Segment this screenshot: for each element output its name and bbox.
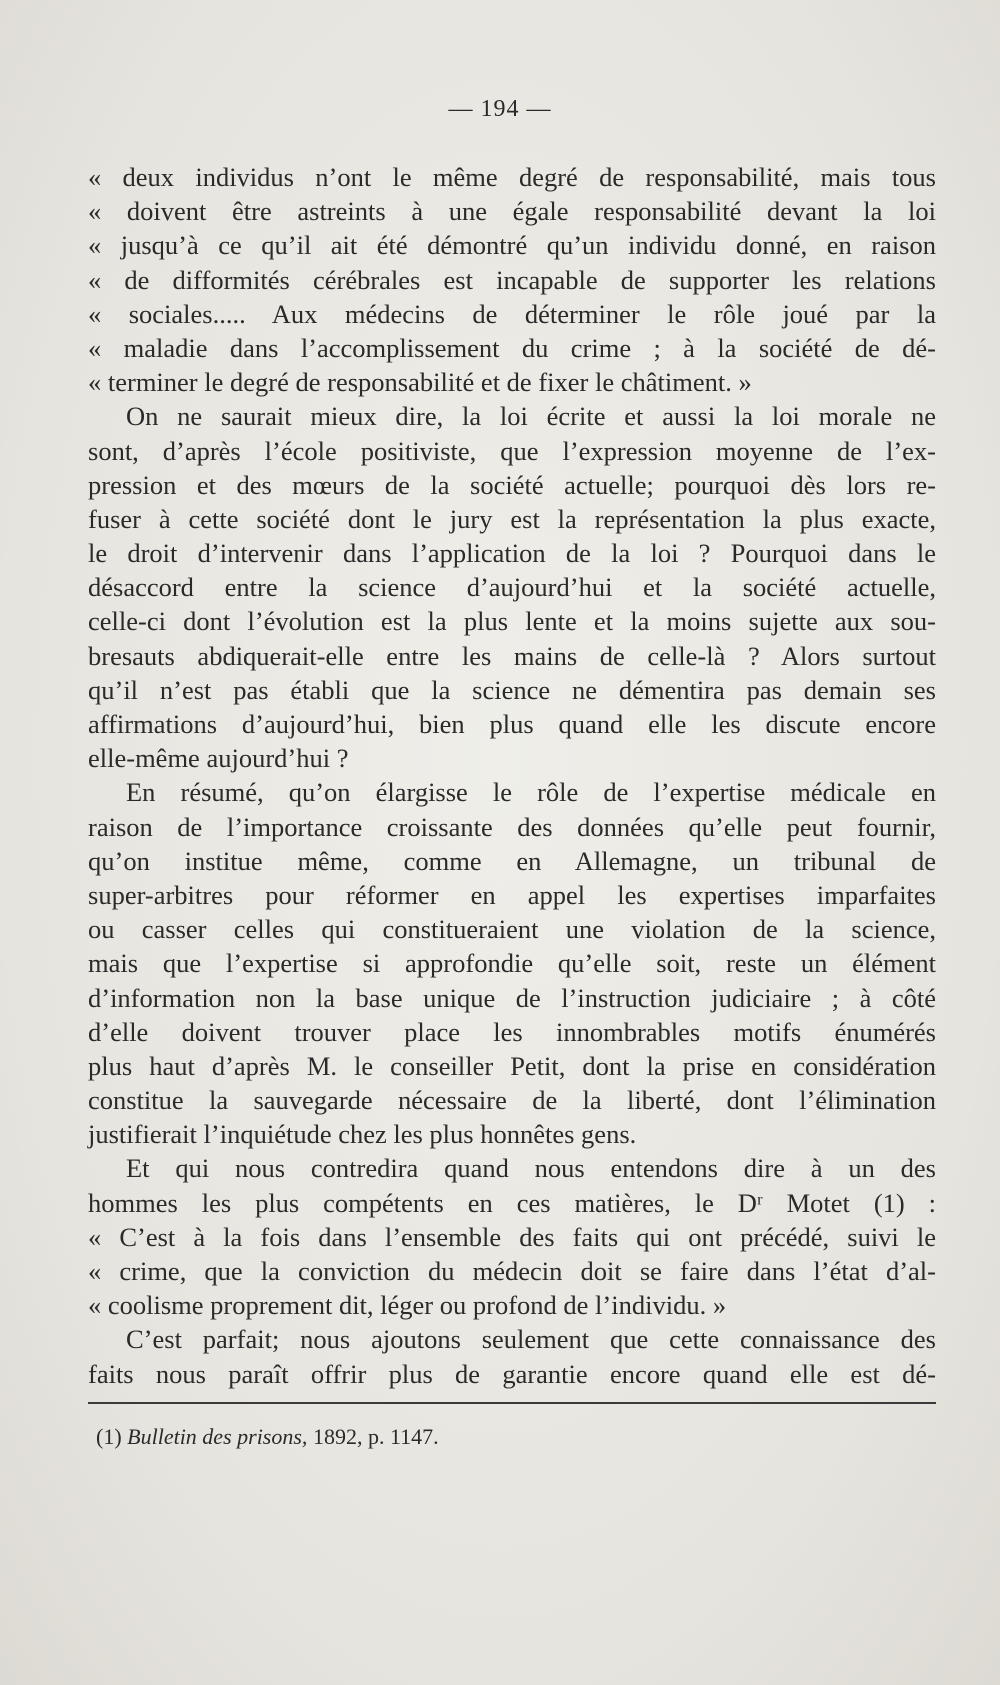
text-line: « maladie dans l’accomplissement du crime ; à la société de dé-	[88, 332, 936, 363]
footnote-title: Bulletin des prisons,	[127, 1424, 308, 1449]
footnote-divider	[88, 1402, 936, 1404]
text-line: « doivent être astreints à une égale responsabilité devant la loi	[88, 196, 936, 227]
text-line: En résumé, qu’on élargisse le rôle de l’expertise médicale en	[126, 777, 936, 808]
text-line: d’elle doivent trouver place les innombrables motifs énumérés	[88, 1016, 936, 1047]
text-line: plus haut d’après M. le conseiller Petit, dont la prise en considération	[88, 1050, 936, 1081]
text-line: justifierait l’inquiétude chez les plus honnêtes gens.	[88, 1119, 637, 1150]
body-text	[88, 160, 936, 1391]
text-line: fuser à cette société dont le jury est la représentation la plus exacte,	[88, 503, 936, 534]
text-line: affirmations d’aujourd’hui, bien plus quand elle les discute encore	[88, 709, 936, 739]
text-line: qu’on institue même, comme en Allemagne, un tribunal de	[88, 845, 936, 876]
text-line: d’information non la base unique de l’instruction judiciaire ; à côté	[88, 982, 936, 1013]
text-line: « coolisme proprement dit, léger ou profond de l’individu. »	[88, 1290, 727, 1321]
text-line: hommes les plus compétents en ces matières, le Dʳ Motet (1) :	[88, 1187, 936, 1218]
text-line: « terminer le degré de responsabilité et de fixer le châtiment. »	[88, 367, 752, 398]
text-line: « crime, que la conviction du médecin doit se faire dans l’état d’al-	[88, 1256, 936, 1286]
text-line: constitue la sauvegarde nécessaire de la liberté, dont l’élimination	[88, 1085, 936, 1116]
text-line: le droit d’intervenir dans l’application de la loi ? Pourquoi dans le	[88, 538, 936, 569]
text-line: « deux individus n’ont le même degré de responsabilité, mais tous	[88, 162, 936, 192]
text-line: On ne saurait mieux dire, la loi écrite et aussi la loi morale ne	[126, 401, 936, 432]
footnote-reference: 1892, p. 1147.	[312, 1424, 439, 1449]
text-line: sont, d’après l’école positiviste, que l’expression moyenne de l’ex-	[88, 435, 936, 466]
text-line: « sociales..... Aux médecins de déterminer le rôle joué par la	[88, 298, 936, 329]
text-line: C’est parfait; nous ajoutons seulement que cette connaissance des	[126, 1324, 936, 1355]
text-line: super-arbitres pour réformer en appel les expertises imparfaites	[88, 879, 936, 910]
page-number: — 194 —	[448, 96, 552, 122]
text-line: faits nous paraît offrir plus de garantie encore quand elle est dé-	[88, 1358, 936, 1389]
text-line: bresauts abdiquerait-elle entre les mains de celle-là ? Alors surtout	[88, 640, 936, 671]
text-line: désaccord entre la science d’aujourd’hui et la société actuelle,	[88, 572, 936, 603]
footnote	[96, 1424, 439, 1450]
footnote-marker: (1)	[96, 1424, 122, 1449]
text-line: Et qui nous contredira quand nous entendons dire à un des	[126, 1153, 936, 1184]
text-line: « de difformités cérébrales est incapable de supporter les relations	[88, 264, 936, 295]
text-line: celle-ci dont l’évolution est la plus lente et la moins sujette aux sou-	[88, 606, 936, 637]
text-line: mais que l’expertise si approfondie qu’elle soit, reste un élément	[88, 948, 936, 979]
text-line: ou casser celles qui constitueraient une violation de la science,	[88, 914, 936, 945]
text-line: pression et des mœurs de la société actuelle; pourquoi dès lors re-	[88, 469, 936, 500]
text-line: « C’est à la fois dans l’ensemble des faits qui ont précédé, suivi le	[88, 1221, 936, 1252]
text-line: raison de l’importance croissante des données qu’elle peut fournir,	[88, 811, 936, 842]
text-line: elle-même aujourd’hui ?	[88, 743, 349, 774]
text-line: qu’il n’est pas établi que la science ne démentira pas demain ses	[88, 674, 936, 705]
text-line: « jusqu’à ce qu’il ait été démontré qu’un individu donné, en raison	[88, 230, 936, 261]
